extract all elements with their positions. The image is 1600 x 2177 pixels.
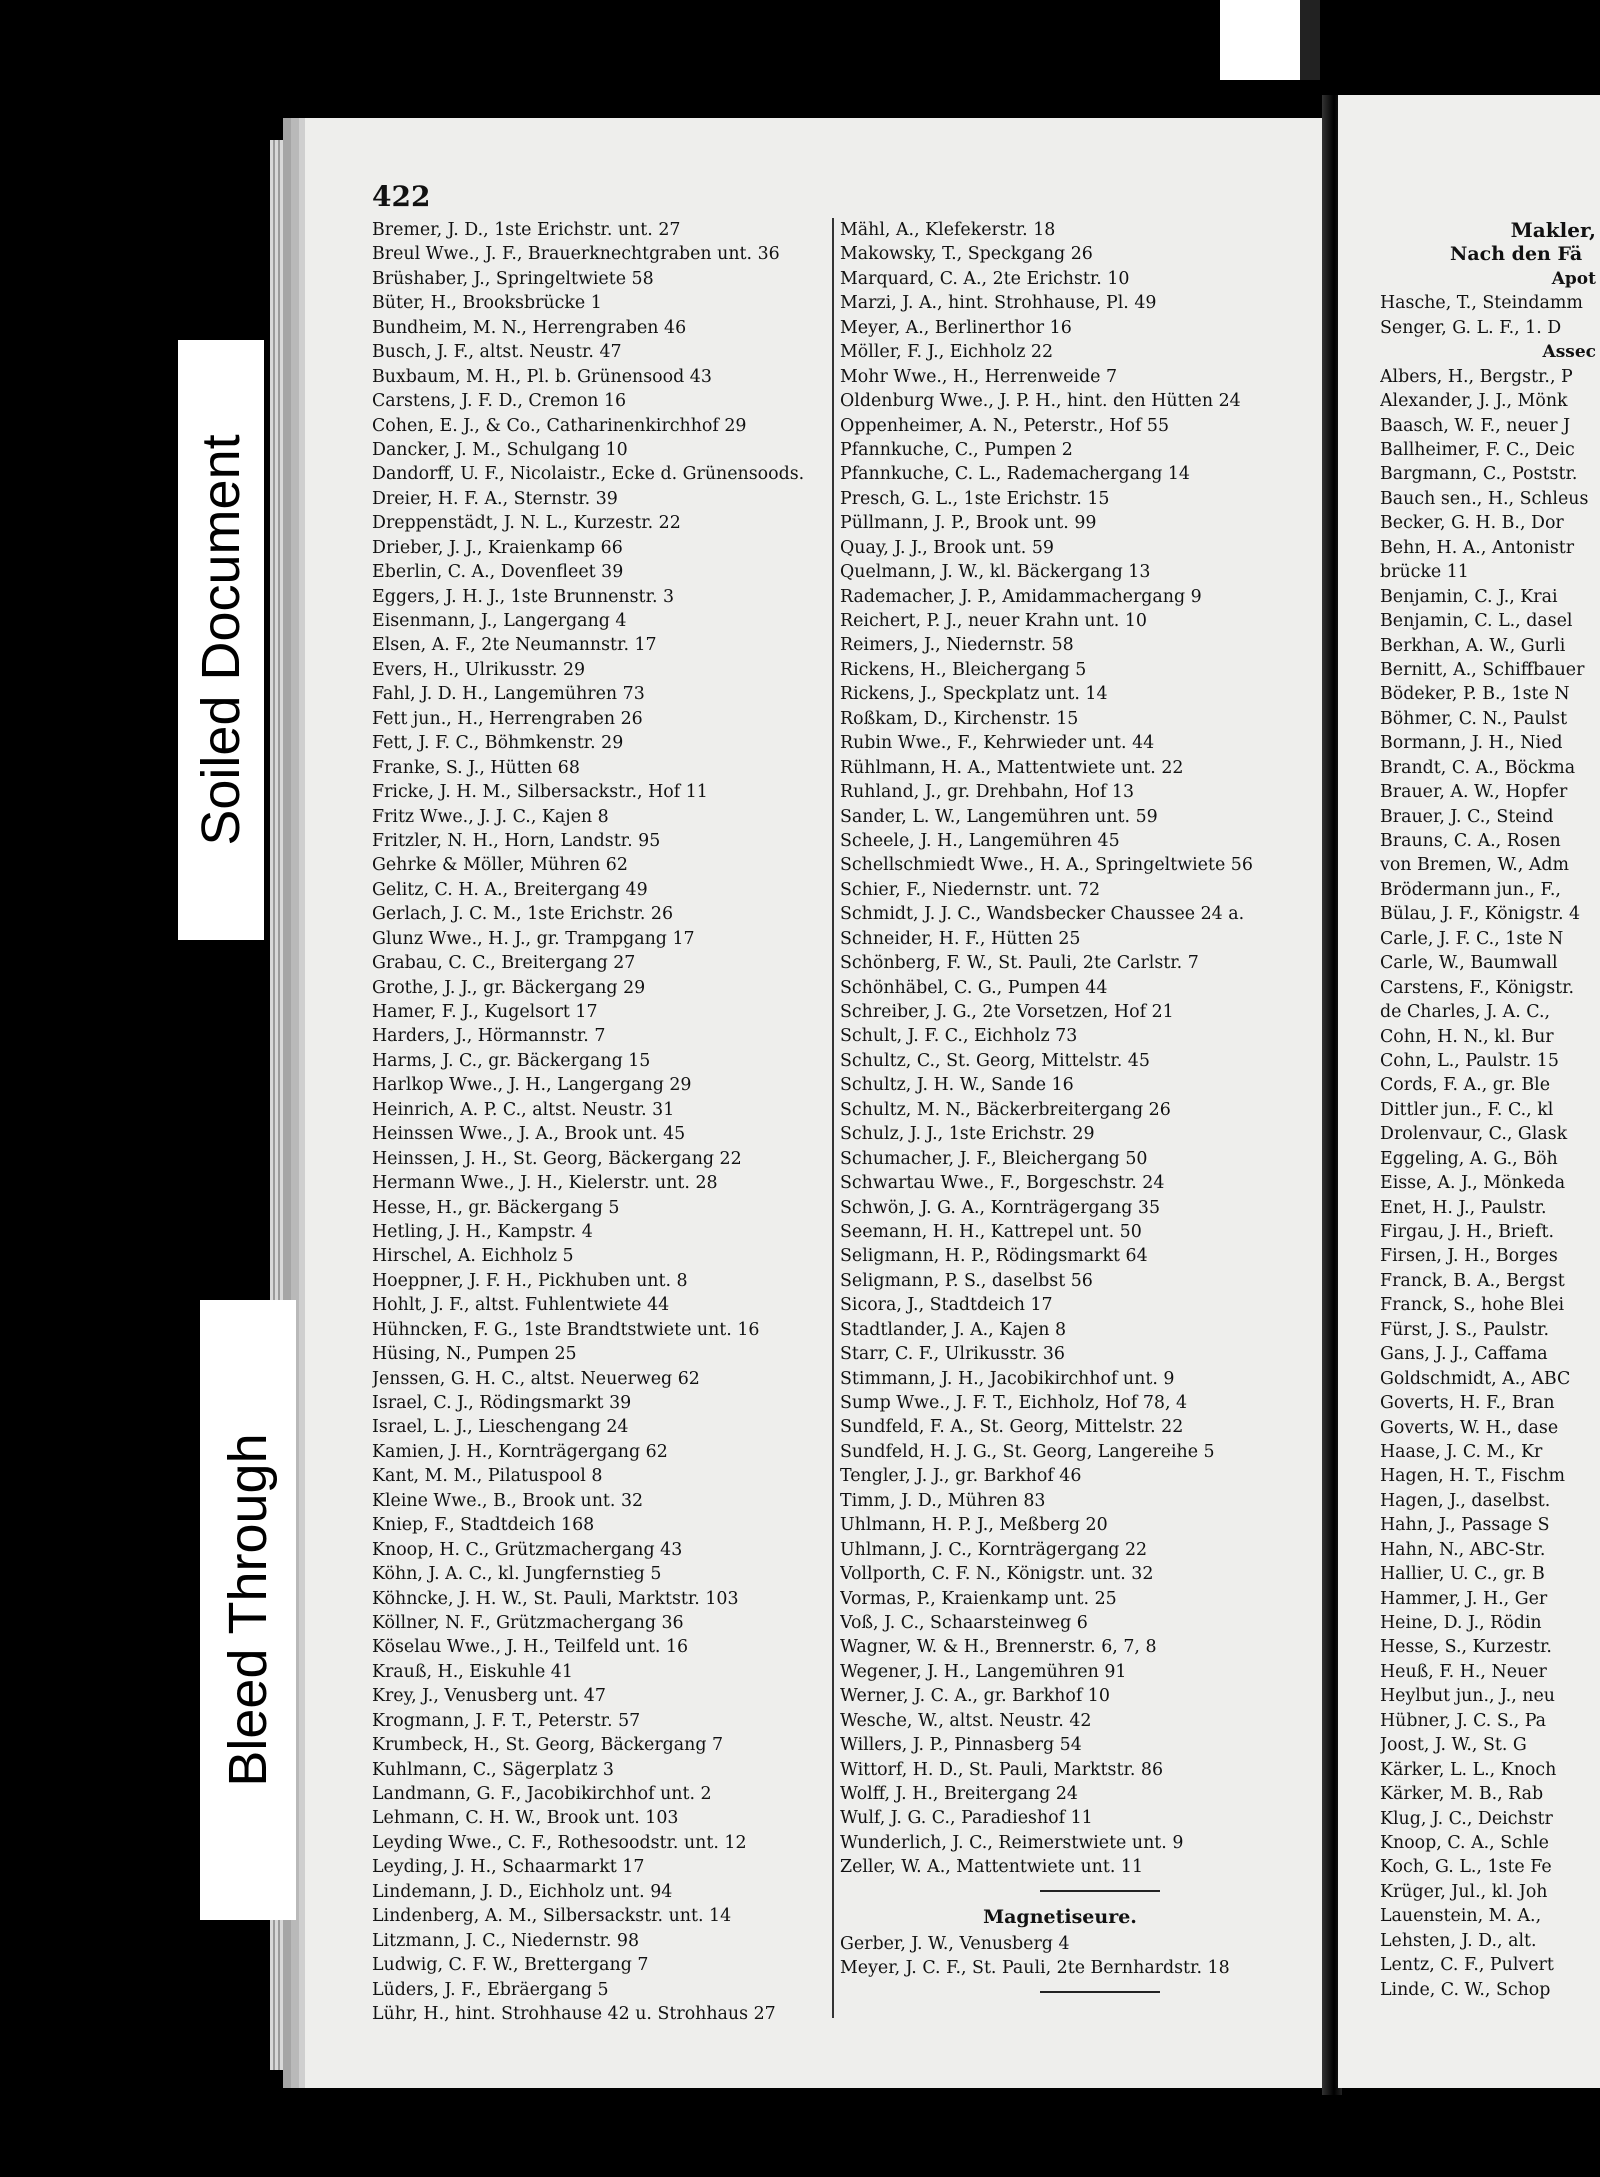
bleed-through-label-text: Bleed Through bbox=[218, 1433, 278, 1787]
directory-entry: Cohen, E. J., & Co., Catharinenkirchhof 29 bbox=[372, 415, 747, 436]
directory-entry: Schmidt, J. J. C., Wandsbecker Chaussee 24 a. bbox=[840, 904, 1245, 925]
directory-entry: Hetling, J. H., Kampstr. 4 bbox=[372, 1221, 593, 1242]
directory-entry: Schult, J. F. C., Eichholz 73 bbox=[840, 1026, 1078, 1047]
directory-entry: Knoop, C. A., Schle bbox=[1380, 1832, 1549, 1853]
directory-entry: Schneider, H. F., Hütten 25 bbox=[840, 928, 1081, 949]
directory-entry: Krogmann, J. F. T., Peterstr. 57 bbox=[372, 1710, 641, 1731]
directory-entry: Evers, H., Ulrikusstr. 29 bbox=[372, 659, 586, 680]
directory-entry: Seligmann, P. S., daselbst 56 bbox=[840, 1270, 1093, 1291]
directory-entry: Ruhland, J., gr. Drehbahn, Hof 13 bbox=[840, 782, 1135, 803]
soiled-document-label bbox=[178, 340, 264, 940]
directory-entry: Schönhäbel, C. G., Pumpen 44 bbox=[840, 977, 1108, 998]
directory-entry: brücke 11 bbox=[1380, 562, 1469, 583]
directory-entry: Kant, M. M., Pilatuspool 8 bbox=[372, 1466, 603, 1487]
directory-entry: Hübner, J. C. S., Pa bbox=[1380, 1710, 1547, 1731]
directory-entry: Wunderlich, J. C., Reimerstwiete unt. 9 bbox=[840, 1832, 1184, 1853]
directory-entry: Wesche, W., altst. Neustr. 42 bbox=[840, 1710, 1092, 1731]
directory-entry: Hohlt, J. F., altst. Fuhlentwiete 44 bbox=[372, 1295, 670, 1316]
directory-entry: Hallier, U. C., gr. B bbox=[1380, 1564, 1545, 1585]
directory-entry: Busch, J. F., altst. Neustr. 47 bbox=[372, 342, 622, 363]
directory-entry: Oldenburg Wwe., J. P. H., hint. den Hütten 24 bbox=[840, 391, 1241, 412]
directory-entry: Hamer, F. J., Kugelsort 17 bbox=[372, 1002, 598, 1022]
middle-column bbox=[840, 218, 1320, 2003]
bleed-through-label bbox=[200, 1300, 296, 1920]
directory-entry: Carle, W., Baumwall bbox=[1380, 953, 1558, 974]
directory-entry: Bödeker, P. B., 1ste N bbox=[1380, 684, 1570, 705]
directory-entry: Kleine Wwe., B., Brook unt. 32 bbox=[372, 1490, 644, 1511]
directory-entry: Israel, C. J., Rödingsmarkt 39 bbox=[372, 1393, 632, 1413]
directory-entry: Fett jun., H., Herrengraben 26 bbox=[372, 708, 643, 729]
directory-entry: Ballheimer, F. C., Deic bbox=[1380, 440, 1575, 460]
directory-entry: Eggeling, A. G., Böh bbox=[1380, 1148, 1558, 1169]
directory-entry: Quelmann, J. W., kl. Bäckergang 13 bbox=[840, 562, 1151, 583]
directory-entry: Mohr Wwe., H., Herrenweide 7 bbox=[840, 366, 1118, 387]
directory-entry: Bargmann, C., Poststr. bbox=[1380, 464, 1578, 485]
directory-entry: Möller, F. J., Eichholz 22 bbox=[840, 342, 1054, 363]
directory-entry: Koch, G. L., 1ste Fe bbox=[1380, 1857, 1552, 1878]
directory-entry: Eisenmann, J., Langergang 4 bbox=[372, 611, 627, 631]
directory-entry: Gerber, J. W., Venusberg 4 bbox=[840, 1933, 1070, 1954]
directory-entry: Litzmann, J. C., Niedernstr. 98 bbox=[372, 1930, 640, 1951]
directory-entry: Roßkam, D., Kirchenstr. 15 bbox=[840, 708, 1079, 729]
directory-entry: Eberlin, C. A., Dovenfleet 39 bbox=[372, 562, 624, 583]
directory-entry: Seemann, H. H., Kattrepel unt. 50 bbox=[840, 1221, 1142, 1242]
directory-entry: Schultz, J. H. W., Sande 16 bbox=[840, 1075, 1074, 1096]
directory-entry: Harlkop Wwe., J. H., Langergang 29 bbox=[372, 1075, 692, 1096]
directory-entry: Heylbut jun., J., neu bbox=[1380, 1686, 1555, 1707]
directory-entry: Hesse, S., Kurzestr. bbox=[1380, 1637, 1552, 1658]
directory-entry: Franck, B. A., Bergst bbox=[1380, 1270, 1565, 1291]
directory-entry: Starr, C. F., Ulrikusstr. 36 bbox=[840, 1344, 1065, 1365]
directory-entry: Tengler, J. J., gr. Barkhof 46 bbox=[840, 1466, 1082, 1487]
directory-entry: Bormann, J. H., Nied bbox=[1380, 733, 1563, 754]
directory-entry: Schwartau Wwe., F., Borgeschstr. 24 bbox=[840, 1173, 1165, 1194]
directory-entry: Wulf, J. G. C., Paradieshof 11 bbox=[840, 1808, 1093, 1829]
directory-entry: Grothe, J. J., gr. Bäckergang 29 bbox=[372, 977, 646, 998]
right-header-nach: Nach den Fä bbox=[1450, 243, 1583, 266]
directory-entry: Dreier, H. F. A., Sternstr. 39 bbox=[372, 488, 618, 509]
directory-entry: Pfannkuche, C. L., Rademachergang 14 bbox=[840, 464, 1190, 485]
directory-entry: Quay, J. J., Brook unt. 59 bbox=[840, 537, 1054, 558]
directory-entry: Carstens, F., Königstr. bbox=[1380, 977, 1575, 998]
directory-entry: Zeller, W. A., Mattentwiete unt. 11 bbox=[840, 1857, 1144, 1878]
directory-entry: Leyding Wwe., C. F., Rothesoodstr. unt. 12 bbox=[372, 1832, 747, 1853]
directory-entry: Makowsky, T., Speckgang 26 bbox=[840, 244, 1093, 265]
directory-entry: Franck, S., hohe Blei bbox=[1380, 1295, 1565, 1316]
directory-entry: Brandt, C. A., Böckma bbox=[1380, 757, 1576, 778]
directory-entry: Meyer, J. C. F., St. Pauli, 2te Bernhardstr. 18 bbox=[840, 1958, 1230, 1979]
directory-entry: Marquard, C. A., 2te Erichstr. 10 bbox=[840, 268, 1130, 289]
directory-entry: Dancker, J. M., Schulgang 10 bbox=[372, 439, 628, 460]
directory-entry: Linde, C. W., Schop bbox=[1380, 1979, 1551, 2000]
right-assec-list bbox=[1380, 365, 1600, 2002]
directory-entry: Sander, L. W., Langemühren unt. 59 bbox=[840, 806, 1158, 827]
directory-entry: Hesse, H., gr. Bäckergang 5 bbox=[372, 1197, 620, 1218]
directory-entry: Rickens, H., Bleichergang 5 bbox=[840, 659, 1087, 680]
directory-entry: Rühlmann, H. A., Mattentwiete unt. 22 bbox=[840, 757, 1184, 778]
directory-entry: Landmann, G. F., Jacobikirchhof unt. 2 bbox=[372, 1784, 712, 1804]
directory-entry: Seligmann, H. P., Rödingsmarkt 64 bbox=[840, 1246, 1148, 1267]
directory-entry: Lauenstein, M. A., bbox=[1380, 1906, 1542, 1927]
directory-entry: Kärker, M. B., Rab bbox=[1380, 1784, 1544, 1805]
directory-entry: Bülau, J. F., Königstr. 4 bbox=[1380, 904, 1581, 925]
directory-entry: Meyer, A., Berlinerthor 16 bbox=[840, 317, 1072, 338]
directory-entry: Mähl, A., Klefekerstr. 18 bbox=[840, 220, 1056, 240]
directory-entry: Kniep, F., Stadtdeich 168 bbox=[372, 1515, 595, 1536]
directory-entry: Marzi, J. A., hint. Strohhause, Pl. 49 bbox=[840, 293, 1157, 314]
directory-entry: Schellschmiedt Wwe., H. A., Springeltwiete 56 bbox=[840, 855, 1253, 876]
directory-entry: Berkhan, A. W., Gurli bbox=[1380, 635, 1566, 656]
directory-entry: Gelitz, C. H. A., Breitergang 49 bbox=[372, 879, 648, 900]
directory-entry: Eisse, A. J., Mönkeda bbox=[1380, 1173, 1566, 1194]
directory-entry: Haase, J. C. M., Kr bbox=[1380, 1441, 1543, 1462]
directory-entry: Enet, H. J., Paulstr. bbox=[1380, 1197, 1547, 1218]
directory-entry: Jenssen, G. H. C., altst. Neuerweg 62 bbox=[372, 1368, 700, 1389]
directory-entry: Lehsten, J. D., alt. bbox=[1380, 1930, 1537, 1951]
directory-entry: Carle, J. F. C., 1ste N bbox=[1380, 928, 1564, 949]
section-title-magnetiseure: Magnetiseure. bbox=[983, 1905, 1137, 1928]
directory-entry: Bernitt, A., Schiffbauer bbox=[1380, 659, 1585, 680]
directory-entry: de Charles, J. A. C., bbox=[1380, 1002, 1551, 1023]
directory-entry: Heinrich, A. P. C., altst. Neustr. 31 bbox=[372, 1099, 675, 1120]
directory-entry: Bundheim, M. N., Herrengraben 46 bbox=[372, 317, 687, 338]
directory-entry: Eggers, J. H. J., 1ste Brunnenstr. 3 bbox=[372, 586, 675, 607]
directory-entry: Willers, J. P., Pinnasberg 54 bbox=[840, 1735, 1082, 1756]
directory-entry: Reichert, P. J., neuer Krahn unt. 10 bbox=[840, 611, 1147, 631]
directory-entry: Gerlach, J. C. M., 1ste Erichstr. 26 bbox=[372, 904, 674, 925]
directory-entry: Firsen, J. H., Borges bbox=[1380, 1246, 1558, 1267]
directory-entry: Becker, G. H. B., Dor bbox=[1380, 513, 1564, 534]
directory-entry: Püllmann, J. P., Brook unt. 99 bbox=[840, 513, 1097, 534]
directory-entry: Hammer, J. H., Ger bbox=[1380, 1588, 1548, 1609]
directory-entry: Brauns, C. A., Rosen bbox=[1380, 831, 1561, 851]
directory-entry: Hoeppner, J. F. H., Pickhuben unt. 8 bbox=[372, 1270, 688, 1291]
directory-entry: Köselau Wwe., J. H., Teilfeld unt. 16 bbox=[372, 1637, 689, 1658]
directory-entry: Heinssen, J. H., St. Georg, Bäckergang 22 bbox=[372, 1148, 742, 1169]
directory-entry: Schier, F., Niedernstr. unt. 72 bbox=[840, 879, 1101, 900]
top-white-strip bbox=[1220, 0, 1300, 80]
directory-entry: Sundfeld, H. J. G., St. Georg, Langereihe 5 bbox=[840, 1441, 1215, 1462]
directory-entry: Oppenheimer, A. N., Peterstr., Hof 55 bbox=[840, 415, 1170, 436]
directory-entry: Brauer, A. W., Hopfer bbox=[1380, 782, 1568, 803]
directory-entry: Gans, J. J., Caffama bbox=[1380, 1344, 1548, 1365]
right-subheader-apot: Apot bbox=[1551, 268, 1596, 289]
directory-entry: Albers, H., Bergstr., P bbox=[1380, 366, 1573, 387]
directory-entry: Vormas, P., Kraienkamp unt. 25 bbox=[840, 1588, 1117, 1609]
right-column bbox=[1380, 218, 1600, 2002]
directory-entry: Uhlmann, H. P. J., Meßberg 20 bbox=[840, 1515, 1108, 1536]
section-rule-bottom bbox=[1040, 1991, 1160, 1993]
directory-entry: Franke, S. J., Hütten 68 bbox=[372, 757, 580, 778]
directory-entry: Hermann Wwe., J. H., Kielerstr. unt. 28 bbox=[372, 1173, 718, 1194]
directory-entry: Behn, H. A., Antonistr bbox=[1380, 537, 1575, 558]
directory-entry: Schumacher, J. F., Bleichergang 50 bbox=[840, 1148, 1148, 1169]
directory-entry: Köllner, N. F., Grützmachergang 36 bbox=[372, 1612, 684, 1633]
directory-entry: Carstens, J. F. D., Cremon 16 bbox=[372, 391, 627, 412]
directory-entry: Grabau, C. C., Breitergang 27 bbox=[372, 953, 636, 974]
directory-entry: Hahn, N., ABC-Str. bbox=[1380, 1539, 1546, 1560]
right-header-makler: Makler, bbox=[1510, 218, 1596, 242]
directory-entry: Cohn, H. N., kl. Bur bbox=[1380, 1026, 1554, 1047]
right-subheader-assec: Assec bbox=[1542, 342, 1596, 363]
directory-entry: Fritzler, N. H., Horn, Landstr. 95 bbox=[372, 830, 661, 851]
directory-entry: Dandorff, U. F., Nicolaistr., Ecke d. Grünensoods. bbox=[372, 464, 805, 485]
directory-entry: Schönberg, F. W., St. Pauli, 2te Carlstr. 7 bbox=[840, 953, 1199, 974]
directory-entry: Brüshaber, J., Springeltwiete 58 bbox=[372, 268, 654, 289]
directory-entry: Cohn, L., Paulstr. 15 bbox=[1380, 1050, 1559, 1071]
directory-entry: Lühr, H., hint. Strohhause 42 u. Strohhaus 27 bbox=[372, 2003, 776, 2024]
directory-entry: Cords, F. A., gr. Ble bbox=[1380, 1075, 1550, 1096]
directory-entry: Leyding, J. H., Schaarmarkt 17 bbox=[372, 1857, 645, 1878]
directory-entry: Hasche, T., Steindamm bbox=[1380, 293, 1583, 314]
directory-entry: Krey, J., Venusberg unt. 47 bbox=[372, 1686, 606, 1707]
directory-entry: Schultz, M. N., Bäckerbreitergang 26 bbox=[840, 1099, 1171, 1120]
directory-entry: Köhn, J. A. C., kl. Jungfernstieg 5 bbox=[372, 1564, 662, 1585]
directory-entry: Reimers, J., Niedernstr. 58 bbox=[840, 635, 1074, 656]
directory-entry: Schwön, J. G. A., Kornträgergang 35 bbox=[840, 1197, 1161, 1218]
directory-entry: Rickens, J., Speckplatz unt. 14 bbox=[840, 684, 1108, 705]
directory-entry: Harders, J., Hörmannstr. 7 bbox=[372, 1026, 606, 1047]
directory-entry: Bremer, J. D., 1ste Erichstr. unt. 27 bbox=[372, 220, 681, 240]
directory-entry: Brauer, J. C., Steind bbox=[1380, 806, 1554, 827]
directory-entry: Fritz Wwe., J. J. C., Kajen 8 bbox=[372, 806, 609, 827]
directory-entry: Krauß, H., Eiskuhle 41 bbox=[372, 1661, 573, 1682]
directory-entry: Alexander, J. J., Mönk bbox=[1380, 391, 1568, 412]
directory-entry: Hirschel, A. Eichholz 5 bbox=[372, 1246, 574, 1267]
directory-entry: Heuß, F. H., Neuer bbox=[1380, 1661, 1547, 1682]
directory-entry: Benjamin, C. J., Krai bbox=[1380, 586, 1558, 607]
directory-entry: Böhmer, C. N., Paulst bbox=[1380, 708, 1568, 729]
directory-entry: Uhlmann, J. C., Kornträgergang 22 bbox=[840, 1539, 1148, 1560]
directory-entry: Stimmann, J. H., Jacobikirchhof unt. 9 bbox=[840, 1368, 1175, 1389]
directory-entry: Kamien, J. H., Kornträgergang 62 bbox=[372, 1441, 668, 1462]
directory-entry: Wolff, J. H., Breitergang 24 bbox=[840, 1784, 1078, 1804]
directory-entry: Werner, J. C. A., gr. Barkhof 10 bbox=[840, 1686, 1110, 1707]
directory-entry: Voß, J. C., Schaarsteinweg 6 bbox=[840, 1612, 1088, 1633]
directory-entry: Benjamin, C. L., dasel bbox=[1380, 611, 1573, 632]
directory-entry: Klug, J. C., Deichstr bbox=[1380, 1808, 1553, 1829]
directory-entry: Harms, J. C., gr. Bäckergang 15 bbox=[372, 1050, 651, 1071]
page-number: 422 bbox=[372, 180, 431, 213]
directory-entry: Fricke, J. H. M., Silbersackstr., Hof 11 bbox=[372, 782, 708, 803]
column-divider bbox=[832, 218, 834, 2018]
directory-entry: Rademacher, J. P., Amidammachergang 9 bbox=[840, 586, 1202, 607]
directory-entry: Joost, J. W., St. G bbox=[1380, 1735, 1527, 1756]
directory-entry: Goverts, H. F., Bran bbox=[1380, 1393, 1555, 1414]
directory-entry: Wittorf, H. D., St. Pauli, Marktstr. 86 bbox=[840, 1759, 1164, 1780]
directory-entry: Firgau, J. H., Brieft. bbox=[1380, 1222, 1555, 1242]
directory-entry: Kuhlmann, C., Sägerplatz 3 bbox=[372, 1759, 614, 1780]
directory-entry: Presch, G. L., 1ste Erichstr. 15 bbox=[840, 488, 1110, 509]
directory-entry: Gehrke & Möller, Mühren 62 bbox=[372, 855, 628, 876]
directory-entry: Heinssen Wwe., J. A., Brook unt. 45 bbox=[372, 1124, 686, 1145]
directory-entry: Sundfeld, F. A., St. Georg, Mittelstr. 22 bbox=[840, 1417, 1184, 1438]
directory-entry: Knoop, H. C., Grützmachergang 43 bbox=[372, 1539, 683, 1560]
directory-entry: Drolenvaur, C., Glask bbox=[1380, 1124, 1568, 1145]
directory-entry: Bauch sen., H., Schleus bbox=[1380, 488, 1589, 509]
section-rule-top bbox=[1040, 1890, 1160, 1892]
directory-entry: Pfannkuche, C., Pumpen 2 bbox=[840, 439, 1073, 460]
right-apot-list bbox=[1380, 291, 1600, 340]
directory-entry: Hahn, J., Passage S bbox=[1380, 1515, 1550, 1536]
directory-entry: Schulz, J. J., 1ste Erichstr. 29 bbox=[840, 1124, 1095, 1145]
directory-entry: Glunz Wwe., H. J., gr. Trampgang 17 bbox=[372, 928, 695, 949]
directory-entry: Elsen, A. F., 2te Neumannstr. 17 bbox=[372, 635, 657, 656]
directory-entry: Sump Wwe., J. F. T., Eichholz, Hof 78, 4 bbox=[840, 1393, 1188, 1413]
directory-entry: Wagner, W. & H., Brennerstr. 6, 7, 8 bbox=[840, 1637, 1157, 1658]
soiled-document-label-text: Soiled Document bbox=[191, 434, 251, 846]
directory-entry: Timm, J. D., Mühren 83 bbox=[840, 1490, 1046, 1511]
directory-entry: Heine, D. J., Rödin bbox=[1380, 1613, 1542, 1633]
directory-entry: Senger, G. L. F., 1. D bbox=[1380, 317, 1562, 338]
directory-entry: Köhncke, J. H. W., St. Pauli, Marktstr. 103 bbox=[372, 1588, 739, 1609]
directory-entry: Hüsing, N., Pumpen 25 bbox=[372, 1344, 577, 1365]
directory-entry: Hagen, H. T., Fischm bbox=[1380, 1466, 1566, 1487]
directory-entry: Lindenberg, A. M., Silbersackstr. unt. 14 bbox=[372, 1906, 732, 1927]
directory-entry: Krüger, Jul., kl. Joh bbox=[1380, 1881, 1548, 1902]
directory-entry: Vollporth, C. F. N., Königstr. unt. 32 bbox=[840, 1564, 1154, 1585]
directory-entry: Buxbaum, M. H., Pl. b. Grünensood 43 bbox=[372, 366, 712, 387]
directory-entry: Lindemann, J. D., Eichholz unt. 94 bbox=[372, 1881, 673, 1902]
directory-entry: Stadtlander, J. A., Kajen 8 bbox=[840, 1319, 1067, 1340]
left-column bbox=[372, 218, 832, 2026]
directory-entry: Dreppenstädt, J. N. L., Kurzestr. 22 bbox=[372, 513, 681, 534]
directory-entry: Goldschmidt, A., ABC bbox=[1380, 1368, 1571, 1389]
directory-entry: Rubin Wwe., F., Kehrwieder unt. 44 bbox=[840, 733, 1155, 754]
directory-entry: Fahl, J. D. H., Langemühren 73 bbox=[372, 684, 645, 705]
top-dark-strip bbox=[1300, 0, 1320, 80]
directory-entry: Hühncken, F. G., 1ste Brandtstwiete unt. 16 bbox=[372, 1319, 760, 1340]
directory-entry: Büter, H., Brooksbrücke 1 bbox=[372, 293, 602, 314]
directory-entry: Schreiber, J. G., 2te Vorsetzen, Hof 21 bbox=[840, 1002, 1174, 1022]
directory-entry: Baasch, W. F., neuer J bbox=[1380, 415, 1571, 436]
directory-entry: Krumbeck, H., St. Georg, Bäckergang 7 bbox=[372, 1735, 724, 1756]
directory-entry: Lentz, C. F., Pulvert bbox=[1380, 1955, 1554, 1976]
directory-entry: von Bremen, W., Adm bbox=[1380, 855, 1570, 876]
directory-entry: Drieber, J. J., Kraienkamp 66 bbox=[372, 537, 623, 558]
directory-entry: Goverts, W. H., dase bbox=[1380, 1417, 1559, 1438]
directory-entry: Wegener, J. H., Langemühren 91 bbox=[840, 1661, 1127, 1682]
directory-entry: Breul Wwe., J. F., Brauerknechtgraben unt. 36 bbox=[372, 244, 780, 265]
directory-entry: Scheele, J. H., Langemühren 45 bbox=[840, 830, 1120, 851]
directory-entry: Schultz, C., St. Georg, Mittelstr. 45 bbox=[840, 1050, 1150, 1071]
directory-entry: Sicora, J., Stadtdeich 17 bbox=[840, 1295, 1053, 1316]
directory-entry: Fett, J. F. C., Böhmkenstr. 29 bbox=[372, 733, 624, 754]
directory-entry: Israel, L. J., Lieschengang 24 bbox=[372, 1417, 629, 1438]
directory-entry: Dittler jun., F. C., kl bbox=[1380, 1099, 1554, 1120]
directory-entry: Lüders, J. F., Ebräergang 5 bbox=[372, 1979, 609, 2000]
directory-entry: Ludwig, C. F. W., Brettergang 7 bbox=[372, 1955, 649, 1976]
directory-entry: Lehmann, C. H. W., Brook unt. 103 bbox=[372, 1808, 679, 1829]
directory-entry: Kärker, L. L., Knoch bbox=[1380, 1759, 1557, 1780]
directory-entry: Brödermann jun., F., bbox=[1380, 879, 1561, 900]
directory-entry: Hagen, J., daselbst. bbox=[1380, 1490, 1551, 1511]
directory-entry: Fürst, J. S., Paulstr. bbox=[1380, 1319, 1549, 1340]
